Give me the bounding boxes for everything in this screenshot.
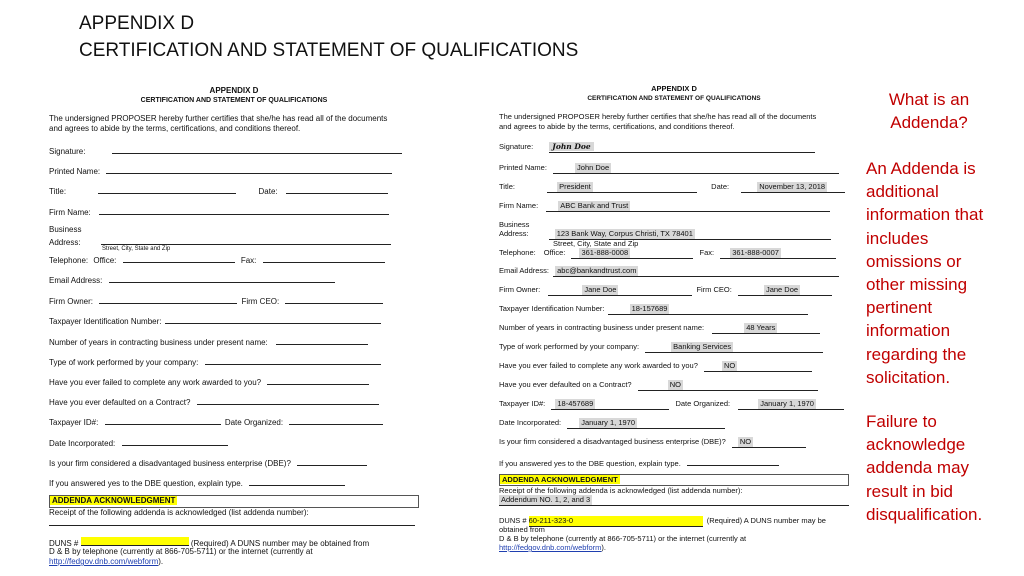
blank-heading1: APPENDIX D [209, 86, 259, 95]
filled-printed-field[interactable] [553, 163, 839, 174]
sidebar-p1-line: information that [866, 205, 984, 225]
blank-ceo-label: Firm CEO: [241, 297, 280, 306]
blank-printed-row [49, 164, 392, 177]
filled-dbe-explain-line[interactable] [687, 456, 779, 466]
filled-printed-label: Printed Name: [499, 163, 547, 172]
filled-ceo-label: Firm CEO: [696, 285, 732, 294]
blank-defaulted-label: Have you ever defaulted on a Contract? [49, 398, 191, 407]
blank-form [49, 84, 419, 574]
filled-address-value: 123 Bank Way, Corpus Christi, TX 78401 [556, 229, 693, 238]
blank-years-row [49, 335, 368, 348]
blank-printed-label: Printed Name: [49, 167, 101, 176]
blank-owner-label: Firm Owner: [49, 297, 93, 306]
filled-years-value: 48 Years [746, 323, 776, 332]
blank-owner-line[interactable] [99, 294, 237, 304]
sidebar-p2-line: acknowledge [866, 435, 966, 455]
blank-signature-label: Signature: [49, 147, 86, 156]
blank-street-note: Street, City, State and Zip [102, 246, 171, 252]
filled-fax-label: Fax: [699, 248, 715, 257]
blank-office-line[interactable] [123, 253, 235, 263]
filled-tin-field[interactable] [608, 304, 808, 315]
blank-address-row [49, 235, 391, 248]
filled-duns-link[interactable]: http://fedgov.dnb.com/webform [499, 543, 602, 552]
blank-ack-text: Receipt of the following addenda is acknowledged (list addenda number): [49, 508, 309, 517]
filled-heading2: CERTIFICATION AND STATEMENT OF QUALIFICATIONS [587, 95, 761, 102]
sidebar-p1-line: regarding the [866, 344, 967, 364]
filled-dbe-field[interactable] [732, 437, 806, 448]
blank-incorporated-row [49, 436, 228, 449]
filled-title-field[interactable] [547, 182, 697, 193]
filled-signature-value: John Doe [549, 142, 593, 151]
blank-office-label: Office: [93, 256, 117, 265]
filled-ack-box [499, 474, 849, 486]
blank-fax-line[interactable] [263, 253, 385, 263]
filled-business-label: Business [499, 220, 530, 229]
filled-printed-row [499, 163, 839, 174]
filled-form [499, 84, 849, 564]
blank-firm-line[interactable] [99, 205, 389, 215]
sidebar-p2-line: Failure to [866, 412, 937, 431]
filled-printed-value: John Doe [577, 163, 610, 172]
filled-ceo-field[interactable] [738, 285, 832, 296]
sidebar-question-line2: Addenda? [890, 113, 968, 133]
filled-duns-end: ). [601, 543, 607, 552]
sidebar-paragraph2 [866, 410, 1016, 526]
blank-email-row [49, 273, 335, 286]
filled-dbe-row [499, 437, 806, 448]
sidebar-p1-line: solicitation. [866, 367, 951, 387]
filled-fax-field[interactable] [720, 248, 836, 259]
filled-date-field[interactable] [741, 182, 845, 193]
filled-title-label: Title: [499, 182, 515, 191]
blank-business-label: Business [49, 225, 82, 234]
sidebar-p2-line: result in bid [866, 481, 953, 501]
blank-duns-label: DUNS # [49, 539, 79, 548]
filled-fax-value: 361-888-0007 [732, 248, 779, 257]
blank-printed-line[interactable] [106, 164, 392, 174]
filled-firm-label: Firm Name: [499, 201, 539, 210]
filled-incorporated-label: Date Incorporated: [499, 418, 562, 427]
filled-failed-value: NO [723, 361, 736, 370]
filled-owner-label: Firm Owner: [499, 285, 541, 294]
filled-organized-label: Date Organized: [675, 399, 731, 408]
filled-office-label: Office: [543, 248, 566, 257]
filled-street-note: Street, City, State and Zip [553, 239, 639, 248]
filled-heading1: APPENDIX D [651, 84, 697, 93]
blank-intro1: The undersigned PROPOSER hereby further certifies that she/he has read all of the documents [49, 114, 388, 123]
filled-date-value: November 13, 2018 [759, 182, 826, 191]
filled-taxid-row [499, 399, 844, 410]
filled-organized-value: January 1, 1970 [760, 399, 814, 408]
blank-firm-row [49, 205, 389, 218]
filled-office-value: 361-888-0008 [581, 248, 629, 257]
filled-ack-text: Receipt of the following addenda is acknowledged (list addenda number): [499, 486, 743, 495]
filled-ceo-value: Jane Doe [765, 285, 799, 294]
blank-dbe-line[interactable] [297, 456, 367, 466]
blank-organized-line[interactable] [289, 415, 383, 425]
blank-defaulted-line[interactable] [197, 395, 379, 405]
blank-fax-label: Fax: [240, 256, 257, 265]
filled-address-label: Address: [499, 229, 529, 238]
filled-years-row [499, 323, 820, 334]
blank-ack-box [49, 495, 419, 508]
filled-firm-row [499, 201, 830, 212]
filled-owner-value: Jane Doe [584, 285, 617, 294]
filled-defaulted-row [499, 380, 818, 391]
blank-taxid-line[interactable] [105, 415, 221, 425]
filled-work-row [499, 342, 823, 353]
filled-duns-link-row [499, 543, 606, 553]
filled-duns-obtained: obtained from [499, 525, 545, 534]
sidebar-p1-line: pertinent [866, 298, 933, 318]
filled-address-row [499, 229, 831, 240]
blank-tin-row [49, 314, 381, 327]
slide-title-line1: APPENDIX D [79, 13, 195, 34]
filled-duns-label: DUNS # [499, 516, 527, 525]
filled-tin-value: 18-157689 [631, 304, 668, 313]
filled-owner-field[interactable] [548, 285, 692, 296]
blank-dbe-explain-line[interactable] [249, 476, 345, 486]
blank-duns-req: (Required) A DUNS number may be obtained from [190, 539, 370, 548]
filled-signature-row [499, 142, 815, 153]
sidebar-p1-line: includes [866, 228, 929, 248]
filled-duns-line2: D & B by telephone (currently at 866-705-5711) or the internet (currently at [499, 534, 747, 543]
blank-duns-field[interactable] [81, 537, 189, 546]
blank-title-line[interactable] [98, 184, 236, 194]
blank-dbe-label: Is your firm considered a disadvantaged business enterprise (DBE)? [49, 459, 291, 468]
blank-tin-line[interactable] [165, 314, 381, 324]
filled-telephone-row [499, 248, 836, 259]
blank-intro2: and agrees to abide by the terms, certifications, and conditions thereof. [49, 124, 301, 133]
blank-tin-label: Taxpayer Identification Number: [49, 317, 162, 326]
filled-work-label: Type of work performed by your company: [499, 342, 640, 351]
filled-defaulted-field[interactable] [638, 380, 818, 391]
filled-title-value: President [559, 182, 591, 191]
filled-ack-field[interactable] [499, 495, 849, 506]
blank-date-label: Date: [258, 187, 278, 196]
blank-ceo-line[interactable] [285, 294, 383, 304]
filled-duns-req: (Required) A DUNS number may be [706, 516, 826, 525]
sidebar-p1-line: An Addenda is [866, 159, 976, 178]
blank-incorporated-line[interactable] [122, 436, 228, 446]
blank-duns-end: ). [158, 557, 164, 566]
filled-intro1: The undersigned PROPOSER hereby further certifies that she/he has read all of the documents [499, 112, 817, 121]
filled-tin-row [499, 304, 808, 315]
blank-heading2: CERTIFICATION AND STATEMENT OF QUALIFICATIONS [140, 97, 328, 104]
blank-incorporated-label: Date Incorporated: [49, 439, 116, 448]
filled-dbe-value: NO [739, 437, 752, 446]
filled-owner-row [499, 285, 832, 296]
filled-ack-title: ADDENDA ACKNOWLEDGMENT [502, 475, 618, 484]
filled-firm-field[interactable] [546, 201, 830, 212]
filled-incorporated-value: January 1, 1970 [581, 418, 636, 427]
filled-taxid-value: 18-457689 [557, 399, 594, 408]
blank-duns-link-row [49, 557, 163, 567]
filled-incorporated-row [499, 418, 725, 429]
blank-work-line[interactable] [205, 355, 381, 365]
blank-failed-line[interactable] [267, 375, 369, 385]
sidebar-p1-line: information [866, 321, 951, 341]
blank-firm-label: Firm Name: [49, 208, 91, 217]
filled-defaulted-value: NO [669, 380, 681, 389]
sidebar-question [865, 88, 993, 134]
filled-ack-value: Addendum NO. 1, 2, and 3 [501, 495, 591, 504]
filled-signature-field[interactable] [549, 142, 815, 153]
filled-work-field[interactable] [645, 342, 823, 353]
filled-failed-row [499, 361, 812, 372]
blank-dbe-row [49, 456, 367, 469]
sidebar-p1-line: additional [866, 182, 939, 202]
filled-taxid-field[interactable] [551, 399, 669, 410]
filled-failed-field[interactable] [704, 361, 812, 372]
blank-failed-row [49, 375, 369, 388]
sidebar-p2-line: disqualification. [866, 504, 983, 524]
blank-failed-label: Have you ever failed to complete any work awarded to you? [49, 378, 262, 387]
filled-date-label: Date: [711, 182, 730, 191]
blank-telephone-row [49, 253, 385, 266]
blank-years-line[interactable] [276, 335, 368, 345]
blank-ack-line[interactable] [49, 523, 415, 526]
filled-email-label: Email Address: [499, 266, 550, 275]
sidebar-p1-line: other missing [866, 275, 968, 295]
blank-ack-title: ADDENDA ACKNOWLEDGMENT [52, 496, 176, 505]
filled-years-label: Number of years in contracting business under present name: [499, 323, 705, 332]
blank-duns-link[interactable]: http://fedgov.dnb.com/webform [49, 557, 159, 566]
blank-work-row [49, 355, 381, 368]
sidebar-question-line1: What is an [888, 90, 970, 109]
filled-email-row [499, 266, 839, 277]
blank-work-label: Type of work performed by your company: [49, 358, 199, 367]
filled-email-field[interactable] [553, 266, 839, 277]
filled-duns-value: 60-211-323-0 [528, 516, 574, 525]
blank-signature-row [49, 144, 402, 157]
blank-dbe-explain-label: If you answered yes to the DBE question, explain type. [49, 479, 243, 488]
filled-organized-field[interactable] [738, 399, 844, 410]
filled-signature-label: Signature: [499, 142, 534, 151]
blank-owner-row [49, 294, 383, 307]
filled-taxid-label: Taxpayer ID#: [499, 399, 546, 408]
filled-office-field[interactable] [571, 248, 693, 259]
blank-title-row [49, 184, 388, 197]
filled-dbe-explain-row [499, 456, 779, 469]
blank-address-label: Address: [49, 238, 81, 247]
sidebar-p1-line: omissions or [866, 251, 962, 271]
blank-title-label: Title: [49, 187, 67, 196]
filled-failed-label: Have you ever failed to complete any work awarded to you? [499, 361, 698, 370]
blank-years-label: Number of years in contracting business under present name: [49, 338, 268, 347]
blank-email-line[interactable] [109, 273, 335, 283]
filled-dbe-explain-label: If you answered yes to the DBE question, explain type. [499, 459, 681, 468]
filled-firm-value: ABC Bank and Trust [560, 201, 629, 210]
blank-telephone-label: Telephone: [49, 256, 89, 265]
sidebar-paragraph1 [866, 157, 1016, 389]
slide-title-line2: CERTIFICATION AND STATEMENT OF QUALIFICATIONS [79, 40, 579, 61]
filled-intro2: and agrees to abide by the terms, certifications, and conditions thereof. [499, 122, 735, 131]
blank-organized-label: Date Organized: [224, 418, 284, 427]
blank-date-line[interactable] [286, 184, 388, 194]
blank-email-label: Email Address: [49, 276, 103, 285]
blank-taxid-row [49, 415, 383, 428]
filled-dbe-label: Is your firm considered a disadvantaged business enterprise (DBE)? [499, 437, 726, 446]
blank-taxid-label: Taxpayer ID#: [49, 418, 99, 427]
filled-email-value: abc@bankandtrust.com [557, 266, 637, 275]
blank-dbe-explain-row [49, 476, 345, 489]
blank-defaulted-row [49, 395, 379, 408]
filled-title-row [499, 182, 845, 193]
filled-defaulted-label: Have you ever defaulted on a Contract? [499, 380, 632, 389]
blank-duns-line2: D & B by telephone (currently at 866-705-5711) or the internet (currently at [49, 547, 313, 556]
filled-incorporated-field[interactable] [567, 418, 725, 429]
filled-duns-row [499, 516, 826, 527]
sidebar-p2-line: addenda may [866, 458, 970, 478]
blank-signature-line[interactable] [112, 144, 402, 154]
filled-tin-label: Taxpayer Identification Number: [499, 304, 605, 313]
filled-duns-field[interactable] [529, 516, 703, 527]
filled-telephone-label: Telephone: [499, 248, 536, 257]
filled-work-value: Banking Services [673, 342, 732, 351]
filled-years-field[interactable] [712, 323, 820, 334]
